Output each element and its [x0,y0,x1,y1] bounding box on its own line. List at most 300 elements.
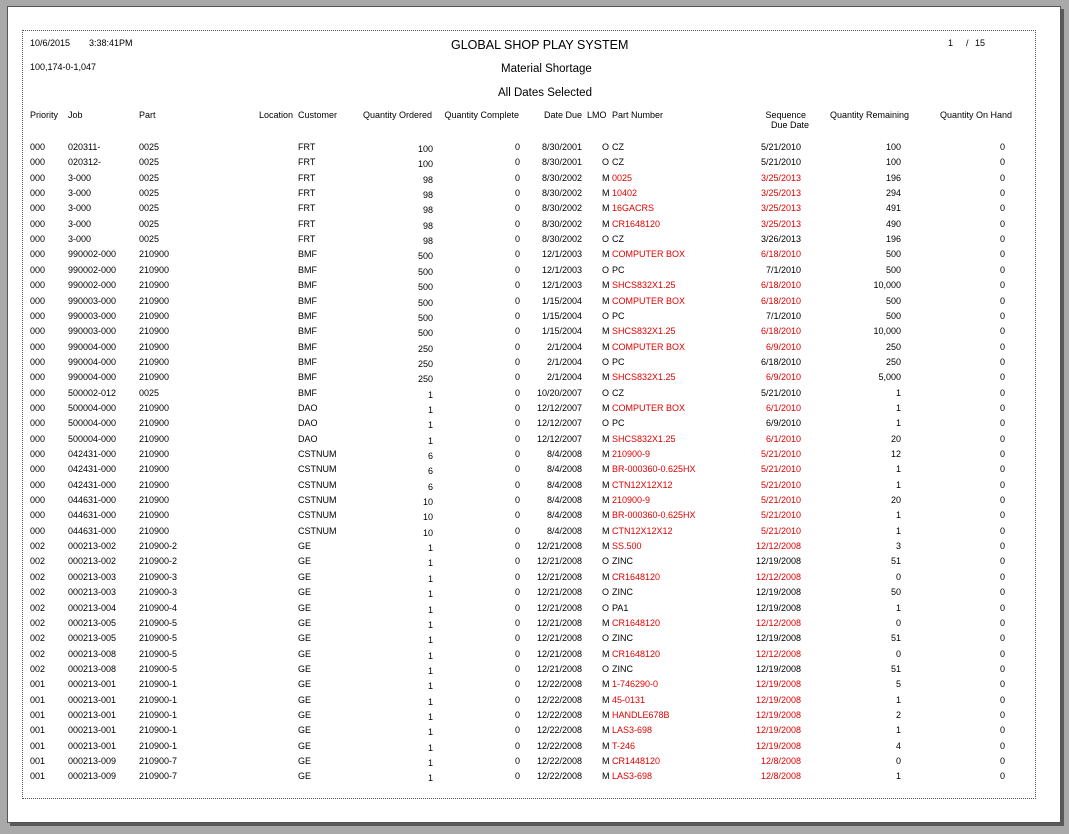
cell-qty-on-hand: 0 [999,433,1005,444]
cell-job: 990002-000 [68,264,117,275]
cell-date-due: 8/4/2008 [546,525,582,536]
cell-date-due: 12/21/2008 [536,556,582,567]
cell-part-number: 1-746290-0 [612,679,659,690]
cell-qty-remaining: 1 [895,694,901,705]
table-row [8,679,1060,694]
cell-customer: GE [298,617,312,628]
cell-sequence-due-date: 5/21/2010 [760,449,801,459]
cell-qty-complete: 0 [514,234,520,245]
cell-date-due: 12/21/2008 [536,602,582,613]
table-row [8,633,1060,648]
cell-lmo: M [602,203,610,214]
cell-priority: 001 [30,709,46,720]
cell-sequence-due-date: 5/21/2010 [760,464,801,475]
cell-priority: 000 [30,249,46,260]
cell-qty-remaining: 100 [885,157,901,168]
cell-customer: GE [298,648,312,659]
cell-qty-ordered: 1 [427,650,433,661]
cell-priority: 000 [30,495,46,506]
cell-qty-ordered: 100 [417,144,433,154]
cell-sequence-due-date: 7/1/2010 [765,264,801,275]
cell-qty-remaining: 0 [895,756,901,766]
cell-sequence-due-date: 3/26/2013 [760,234,801,245]
cell-job: 000213-002 [68,541,117,552]
cell-qty-complete: 0 [514,326,520,337]
cell-priority: 000 [30,387,46,398]
cell-qty-ordered: 98 [422,190,433,201]
cell-sequence-due-date: 12/19/2008 [755,602,801,613]
cell-qty-on-hand: 0 [999,679,1005,690]
cell-qty-ordered: 98 [422,205,433,216]
cell-date-due: 1/15/2004 [541,326,582,337]
cell-job: 500004-000 [68,402,117,413]
cell-sequence-due-date: 5/21/2010 [760,495,801,506]
cell-qty-remaining: 1 [895,418,901,429]
cell-part: 210900 [139,264,170,275]
cell-priority: 000 [30,264,46,275]
cell-lmo: M [602,495,610,506]
cell-qty-on-hand: 0 [999,510,1005,521]
cell-sequence-due-date: 3/25/2013 [760,218,801,229]
cell-date-due: 12/22/2008 [536,740,582,751]
cell-qty-remaining: 250 [885,341,901,352]
cell-lmo: M [602,525,610,536]
cell-qty-remaining: 1 [895,464,901,475]
cell-part: 210900 [139,418,170,429]
table-row [8,756,1060,771]
cell-lmo: M [602,510,610,521]
cell-qty-remaining: 20 [890,433,901,444]
cell-priority: 002 [30,541,46,552]
cell-part: 210900 [139,356,170,367]
cell-priority: 001 [30,679,46,690]
cell-lmo: M [602,679,610,690]
cell-lmo: O [602,387,610,398]
cell-part: 0025 [139,188,160,199]
cell-part-number: CR1448120 [612,756,661,766]
cell-priority: 000 [30,418,46,429]
cell-job: 000213-001 [68,740,117,751]
cell-lmo: M [602,249,610,260]
cell-lmo: O [602,556,610,567]
cell-qty-complete: 0 [514,341,520,352]
cell-qty-ordered: 500 [417,328,433,339]
cell-qty-on-hand: 0 [999,356,1005,367]
cell-job: 000213-001 [68,709,117,720]
cell-qty-ordered: 10 [422,512,433,523]
cell-customer: BMF [298,249,317,260]
cell-customer: CSTNUM [298,449,337,459]
cell-job: 990002-000 [68,249,117,260]
cell-part: 210900-5 [139,663,178,674]
table-row [8,771,1060,786]
cell-date-due: 2/1/2004 [546,341,582,352]
cell-lmo: M [602,771,610,782]
cell-priority: 000 [30,372,46,383]
cell-customer: CSTNUM [298,495,337,506]
cell-priority: 000 [30,234,46,245]
cell-qty-complete: 0 [514,188,520,199]
cell-job: 3-000 [68,188,92,199]
cell-qty-on-hand: 0 [999,495,1005,506]
cell-qty-ordered: 6 [427,481,433,492]
cell-part: 0025 [139,172,160,183]
cell-part-number: LAS3-698 [612,771,653,782]
table-row [8,480,1060,495]
cell-customer: GE [298,740,312,751]
cell-qty-complete: 0 [514,663,520,674]
cell-lmo: M [602,709,610,720]
cell-priority: 002 [30,556,46,567]
cell-part-number: CR1648120 [612,617,661,628]
cell-sequence-due-date: 12/19/2008 [755,663,801,674]
cell-part: 210900 [139,326,170,337]
cell-customer: FRT [298,157,316,168]
cell-qty-remaining: 1 [895,479,901,490]
cell-qty-remaining: 5,000 [878,372,901,383]
cell-lmo: O [602,418,610,429]
cell-part-number: ZINC [612,663,633,674]
header-sequence: Sequence [765,110,806,120]
cell-part: 210900 [139,402,170,413]
cell-lmo: M [602,541,610,552]
cell-sequence-due-date: 6/18/2010 [760,295,801,306]
cell-part-number: 0025 [612,172,633,183]
table-row [8,526,1060,541]
cell-date-due: 8/4/2008 [546,495,582,506]
cell-qty-on-hand: 0 [999,310,1005,321]
cell-qty-complete: 0 [514,449,520,459]
cell-qty-ordered: 1 [427,665,433,676]
cell-qty-remaining: 500 [885,310,901,321]
table-row [8,311,1060,326]
cell-date-due: 12/22/2008 [536,756,582,766]
table-row [8,219,1060,234]
cell-lmo: M [602,756,610,766]
cell-qty-ordered: 10 [422,497,433,508]
cell-qty-remaining: 10,000 [873,280,901,291]
cell-qty-ordered: 250 [417,358,433,369]
cell-qty-ordered: 1 [427,404,433,415]
cell-sequence-due-date: 12/12/2008 [755,571,801,582]
cell-job: 042431-000 [68,479,117,490]
cell-customer: BMF [298,280,317,291]
cell-job: 044631-000 [68,495,117,506]
cell-qty-on-hand: 0 [999,372,1005,383]
cell-date-due: 10/20/2007 [536,387,582,398]
cell-part: 210900-1 [139,725,178,736]
cell-qty-complete: 0 [514,756,520,766]
cell-part-number: 16GACRS [612,203,655,214]
cell-date-due: 12/21/2008 [536,587,582,598]
cell-part: 0025 [139,387,160,398]
cell-qty-remaining: 1 [895,402,901,413]
cell-qty-complete: 0 [514,264,520,275]
cell-customer: FRT [298,234,316,245]
cell-qty-ordered: 1 [427,435,433,446]
cell-qty-complete: 0 [514,249,520,260]
cell-priority: 002 [30,587,46,598]
cell-qty-complete: 0 [514,433,520,444]
cell-part: 210900 [139,341,170,352]
cell-customer: CSTNUM [298,464,337,475]
report-ref: 100,174-0-1,047 [30,62,97,72]
cell-lmo: O [602,587,610,598]
report-subtitle-2: All Dates Selected [498,87,592,99]
cell-qty-complete: 0 [514,387,520,398]
cell-qty-ordered: 1 [427,558,433,569]
cell-part-number: BR-000360-0.625HX [612,510,696,521]
cell-qty-on-hand: 0 [999,617,1005,628]
cell-sequence-due-date: 5/21/2010 [760,387,801,398]
cell-lmo: M [602,295,610,306]
cell-qty-ordered: 98 [422,220,433,231]
table-row [8,587,1060,602]
cell-part: 210900 [139,525,170,536]
cell-part-number: 45-0131 [612,694,646,705]
cell-sequence-due-date: 3/25/2013 [760,172,801,183]
cell-part-number: PC [612,310,625,321]
cell-job: 000213-009 [68,756,117,766]
header-customer: Customer [298,110,338,120]
cell-priority: 000 [30,356,46,367]
cell-qty-remaining: 20 [890,495,901,506]
cell-priority: 002 [30,571,46,582]
table-row [8,403,1060,418]
cell-qty-on-hand: 0 [999,142,1005,152]
table-row [8,372,1060,387]
cell-qty-ordered: 1 [427,635,433,646]
cell-sequence-due-date: 6/18/2010 [760,356,801,367]
cell-customer: GE [298,771,312,782]
cell-job: 000213-001 [68,725,117,736]
table-row [8,418,1060,433]
cell-priority: 000 [30,172,46,183]
cell-customer: GE [298,633,312,644]
cell-sequence-due-date: 6/18/2010 [760,280,801,291]
cell-qty-on-hand: 0 [999,756,1005,766]
cell-job: 990004-000 [68,341,117,352]
cell-qty-ordered: 1 [427,420,433,431]
cell-job: 500004-000 [68,433,117,444]
cell-date-due: 12/21/2008 [536,541,582,552]
cell-sequence-due-date: 12/19/2008 [755,556,801,567]
table-row [8,280,1060,295]
cell-qty-remaining: 294 [885,188,901,199]
cell-date-due: 1/15/2004 [541,310,582,321]
cell-priority: 001 [30,771,46,782]
cell-job: 000213-005 [68,617,117,628]
cell-priority: 001 [30,756,46,766]
cell-qty-on-hand: 0 [999,157,1005,168]
cell-customer: GE [298,571,312,582]
cell-customer: FRT [298,142,316,152]
cell-part: 210900-1 [139,679,178,690]
cell-lmo: M [602,218,610,229]
cell-priority: 000 [30,449,46,459]
cell-qty-on-hand: 0 [999,387,1005,398]
cell-qty-complete: 0 [514,172,520,183]
cell-date-due: 12/21/2008 [536,633,582,644]
cell-qty-remaining: 500 [885,295,901,306]
cell-qty-remaining: 1 [895,602,901,613]
cell-qty-on-hand: 0 [999,264,1005,275]
cell-lmo: M [602,648,610,659]
table-row [8,234,1060,249]
cell-lmo: M [602,402,610,413]
cell-priority: 000 [30,295,46,306]
cell-qty-complete: 0 [514,587,520,598]
cell-job: 500002-012 [68,387,117,398]
cell-sequence-due-date: 3/25/2013 [760,203,801,214]
cell-qty-on-hand: 0 [999,587,1005,598]
table-row [8,142,1060,157]
cell-part: 210900 [139,464,170,475]
cell-priority: 000 [30,525,46,536]
cell-qty-remaining: 4 [895,740,901,751]
cell-qty-complete: 0 [514,280,520,291]
cell-customer: GE [298,556,312,567]
cell-job: 990004-000 [68,372,117,383]
cell-qty-remaining: 491 [885,203,901,214]
table-row [8,434,1060,449]
cell-qty-on-hand: 0 [999,418,1005,429]
cell-part-number: PC [612,264,625,275]
cell-sequence-due-date: 3/25/2013 [760,188,801,199]
cell-sequence-due-date: 12/19/2008 [755,694,801,705]
cell-qty-on-hand: 0 [999,725,1005,736]
cell-qty-on-hand: 0 [999,402,1005,413]
cell-qty-complete: 0 [514,218,520,229]
cell-qty-ordered: 10 [422,527,433,538]
cell-qty-remaining: 196 [885,172,901,183]
cell-qty-complete: 0 [514,402,520,413]
cell-part: 0025 [139,203,160,214]
cell-qty-ordered: 100 [417,159,433,170]
cell-priority: 002 [30,602,46,613]
cell-qty-ordered: 6 [427,451,433,461]
cell-lmo: M [602,725,610,736]
table-row [8,342,1060,357]
cell-qty-complete: 0 [514,602,520,613]
cell-sequence-due-date: 12/19/2008 [755,679,801,690]
cell-part: 210900-5 [139,617,178,628]
cell-qty-on-hand: 0 [999,571,1005,582]
cell-priority: 001 [30,725,46,736]
cell-qty-on-hand: 0 [999,694,1005,705]
cell-part-number: 210900-9 [612,449,651,459]
cell-lmo: M [602,372,610,383]
cell-priority: 000 [30,188,46,199]
cell-part-number: ZINC [612,633,633,644]
cell-qty-remaining: 0 [895,648,901,659]
cell-part: 210900 [139,295,170,306]
cell-lmo: O [602,142,610,152]
cell-priority: 000 [30,464,46,475]
cell-qty-on-hand: 0 [999,326,1005,337]
page-number: 1 [948,38,954,48]
cell-lmo: M [602,341,610,352]
cell-job: 000213-005 [68,633,117,644]
cell-customer: GE [298,694,312,705]
cell-sequence-due-date: 12/19/2008 [755,709,801,720]
cell-sequence-due-date: 5/21/2010 [760,479,801,490]
cell-customer: DAO [298,418,318,429]
cell-part: 210900-3 [139,587,178,598]
cell-part-number: CZ [612,142,624,152]
cell-customer: GE [298,725,312,736]
cell-qty-on-hand: 0 [999,602,1005,613]
cell-priority: 001 [30,740,46,751]
cell-job: 000213-008 [68,648,117,659]
cell-date-due: 8/30/2001 [541,142,582,152]
cell-qty-complete: 0 [514,310,520,321]
cell-priority: 001 [30,694,46,705]
header-qty-complete: Quantity Complete [444,110,519,120]
cell-qty-remaining: 500 [885,264,901,275]
cell-qty-ordered: 500 [417,297,433,308]
header-date-due: Date Due [543,110,582,120]
cell-part-number: SS.500 [612,541,642,552]
cell-qty-ordered: 1 [427,696,433,707]
cell-lmo: O [602,356,610,367]
table-row [8,695,1060,710]
cell-qty-remaining: 5 [895,679,901,690]
cell-qty-remaining: 51 [890,556,901,567]
cell-date-due: 12/1/2003 [541,264,582,275]
cell-date-due: 12/12/2007 [536,433,582,444]
cell-part-number: ZINC [612,587,633,598]
cell-date-due: 12/22/2008 [536,694,582,705]
cell-part: 210900-7 [139,756,178,766]
cell-customer: FRT [298,203,316,214]
cell-qty-on-hand: 0 [999,295,1005,306]
cell-qty-remaining: 10,000 [873,326,901,337]
cell-part-number: SHCS832X1.25 [612,280,676,291]
cell-lmo: O [602,310,610,321]
table-row [8,618,1060,633]
cell-part-number: PA1 [612,602,629,613]
cell-date-due: 1/15/2004 [541,295,582,306]
cell-qty-complete: 0 [514,525,520,536]
cell-qty-on-hand: 0 [999,740,1005,751]
cell-qty-remaining: 51 [890,633,901,644]
cell-date-due: 8/30/2002 [541,172,582,183]
cell-job: 044631-000 [68,525,117,536]
table-row [8,664,1060,679]
cell-date-due: 12/21/2008 [536,571,582,582]
cell-part-number: COMPUTER BOX [612,402,686,413]
cell-qty-remaining: 12 [890,449,901,459]
cell-lmo: M [602,617,610,628]
cell-job: 990003-000 [68,326,117,337]
header-priority: Priority [30,110,59,120]
cell-job: 990003-000 [68,295,117,306]
cell-part-number: HANDLE678B [612,709,670,720]
cell-priority: 000 [30,479,46,490]
cell-customer: GE [298,587,312,598]
table-row [8,203,1060,218]
cell-qty-on-hand: 0 [999,218,1005,229]
cell-part-number: COMPUTER BOX [612,341,686,352]
cell-qty-complete: 0 [514,648,520,659]
cell-sequence-due-date: 6/9/2010 [765,372,801,383]
cell-qty-complete: 0 [514,709,520,720]
cell-qty-on-hand: 0 [999,249,1005,260]
cell-qty-remaining: 2 [895,709,901,720]
cell-date-due: 8/4/2008 [546,510,582,521]
cell-qty-remaining: 0 [895,571,901,582]
